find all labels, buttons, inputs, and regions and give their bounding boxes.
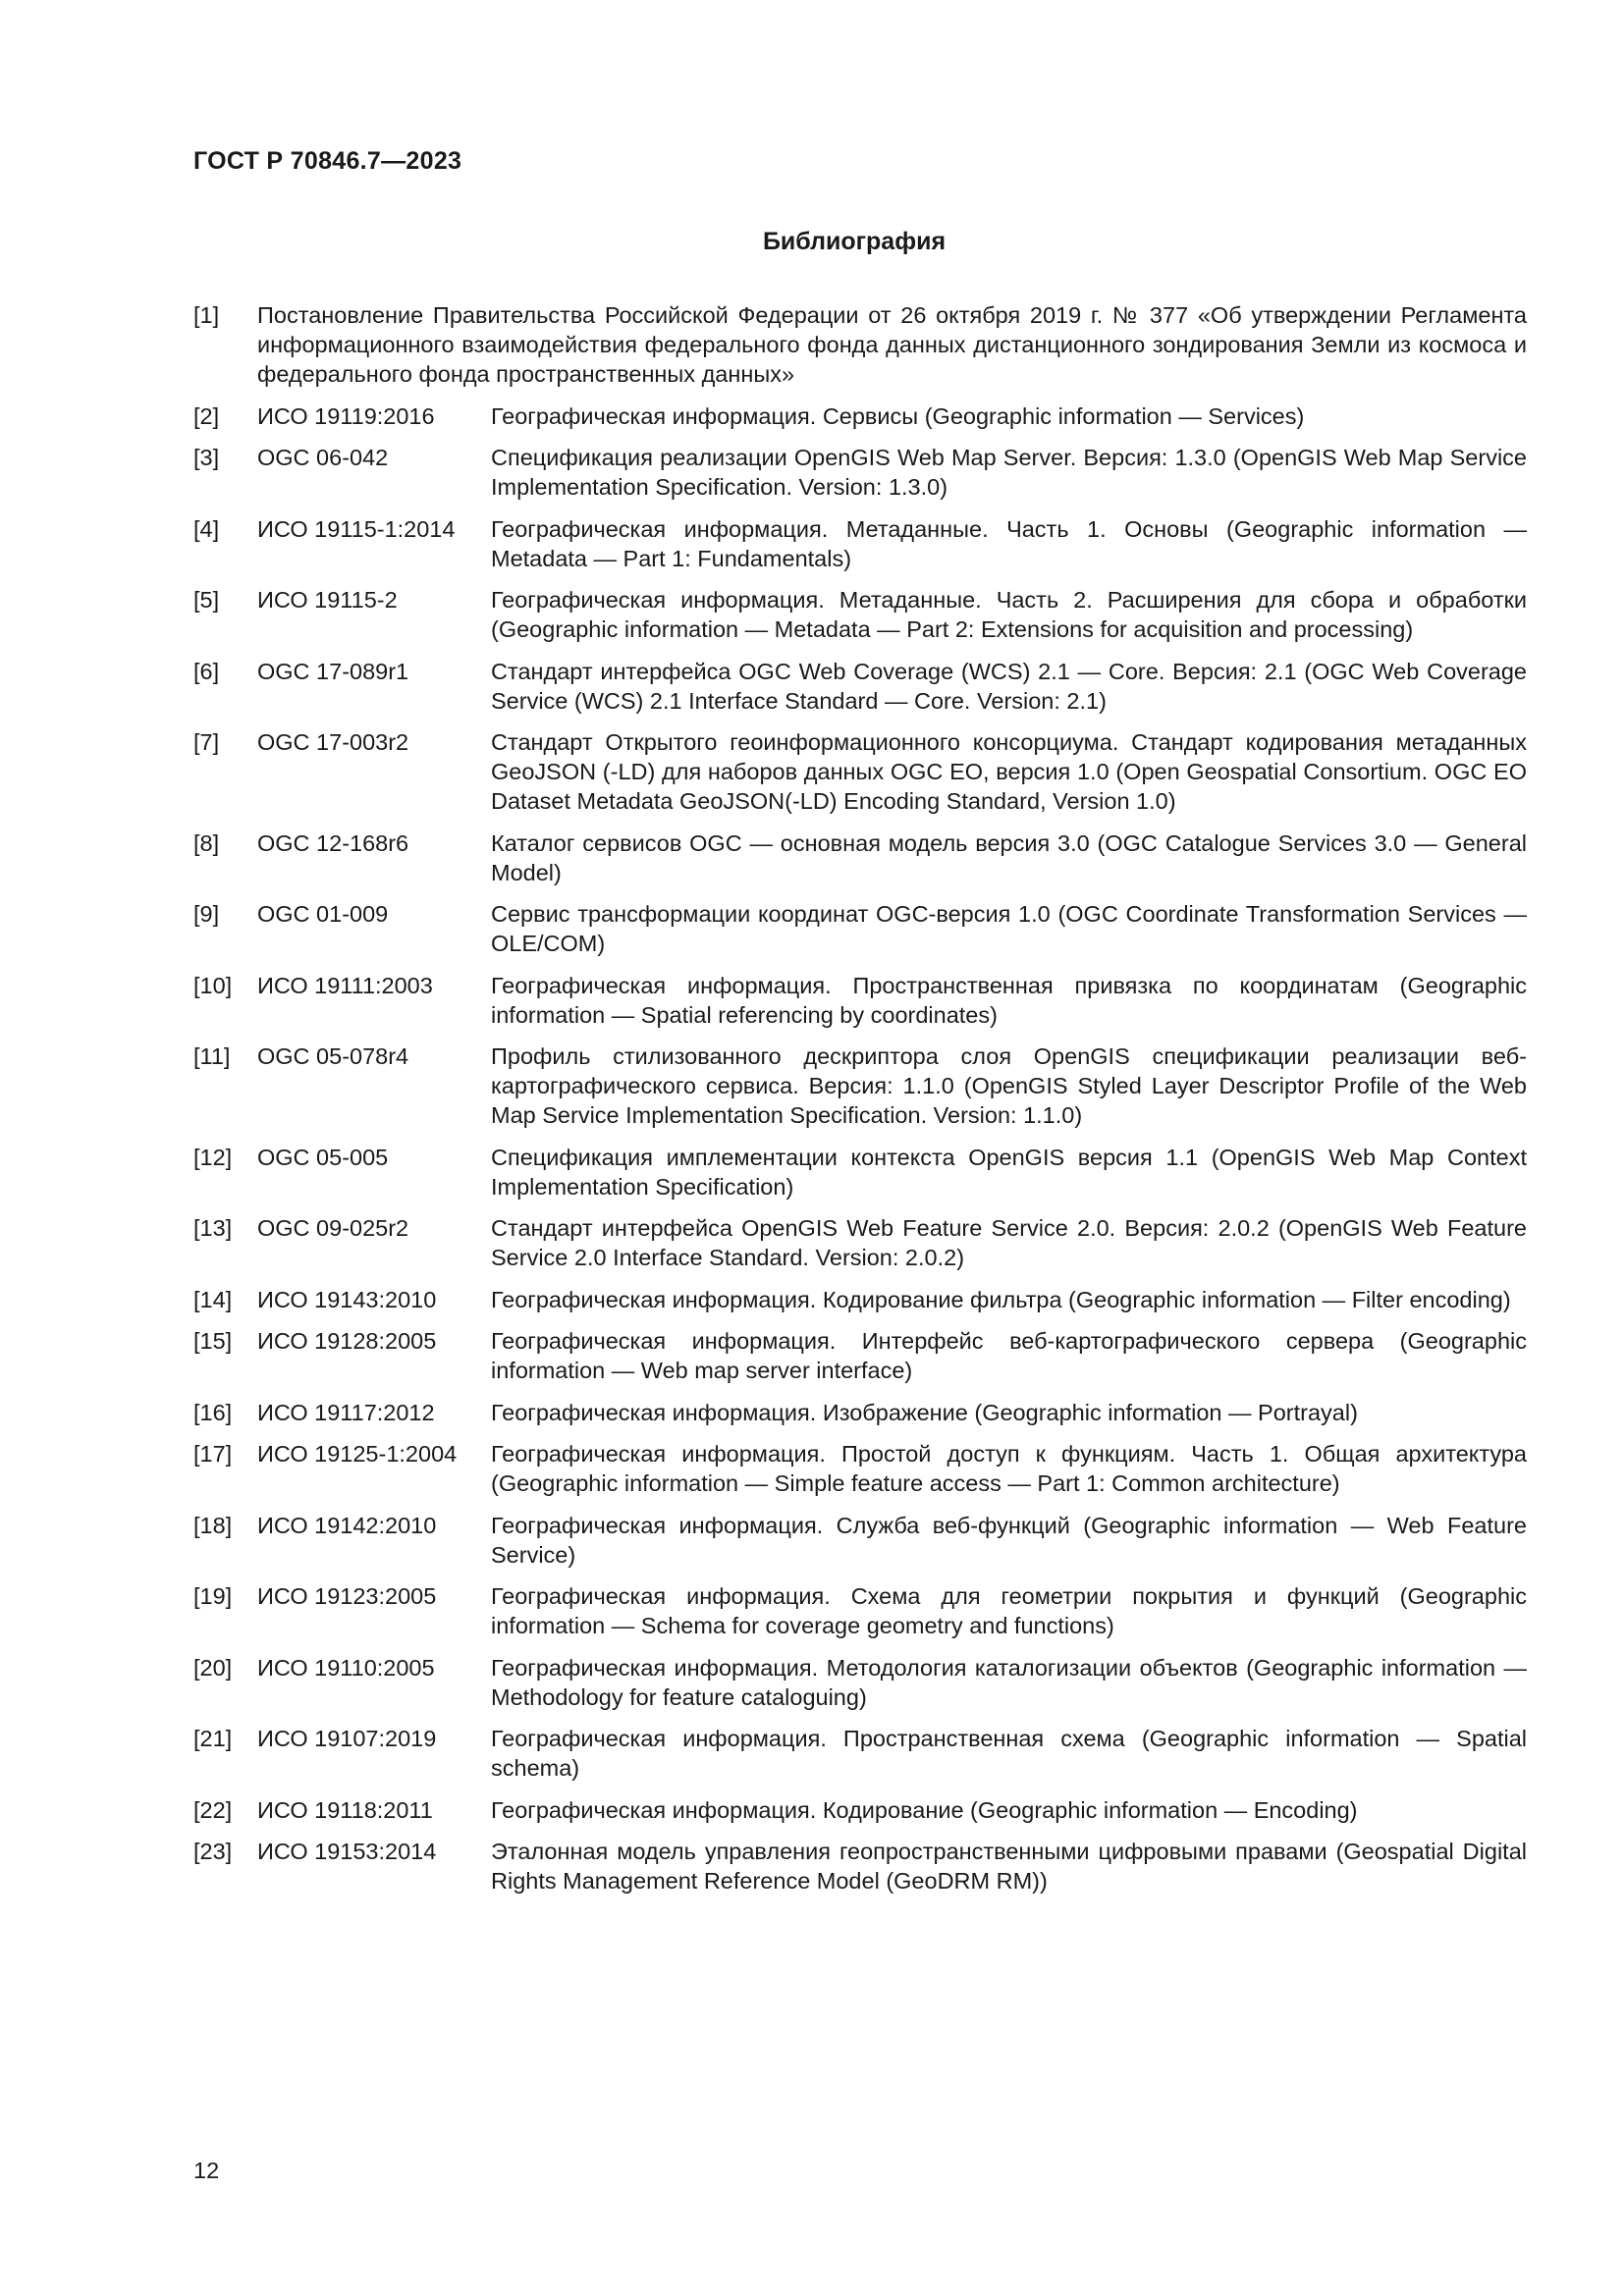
entry-reference: OGC 05-078r4 xyxy=(257,1043,409,1069)
entry-number: [7] xyxy=(193,729,220,755)
entry-reference: ИСО 19123:2005 xyxy=(257,1583,437,1609)
entry-reference: ИСО 19119:2016 xyxy=(257,402,435,429)
entry-text: Географическая информация. Простой доступ к функциям. Часть 1. Общая архитектура (Geographic information — Simple feature access — Part 1: Common architecture) xyxy=(491,1441,1527,1496)
bibliography-entry xyxy=(193,1581,1527,1640)
entry-number: [21] xyxy=(193,1726,233,1751)
entry-reference: OGC 05-005 xyxy=(257,1144,389,1170)
entry-text: Географическая информация. Методология каталогизации объектов (Geographic information — Methodology for feature cataloguing) xyxy=(491,1654,1527,1710)
bibliography-entry xyxy=(193,1213,1527,1272)
entry-text: Географическая информация. Сервисы (Geographic information — Services) xyxy=(491,402,1305,429)
entry-reference: ИСО 19115-1:2014 xyxy=(257,515,456,542)
bibliography-entry xyxy=(193,971,1527,1030)
entry-text: Географическая информация. Пространственная привязка по координатам (Geographic information — Spatial referencing by coordinates) xyxy=(491,972,1527,1028)
bibliography-entry xyxy=(193,1439,1527,1498)
entry-text: Географическая информация. Интерфейс веб-картографического сервера (Geographic information — Web map server interface) xyxy=(491,1328,1527,1383)
entry-text: Профиль стилизованного дескриптора слоя OpenGIS спецификации реализации веб-картографического сервиса. Версия: 1.1.0 (OpenGIS Styled Layer Descriptor Profile of the Web Map Service Implementation Specification. Version: 1.1.0) xyxy=(491,1043,1527,1128)
entry-number: [23] xyxy=(193,1839,233,1864)
entry-number: [17] xyxy=(193,1441,233,1467)
entry-number: [13] xyxy=(193,1215,233,1241)
bibliography-entry xyxy=(193,1795,1527,1825)
entry-reference: OGC 12-168r6 xyxy=(257,829,409,856)
entry-text: Стандарт Открытого геоинформационного консорциума. Стандарт кодирования метаданных GeoJSON (-LD) для наборов данных OGC EO, версия 1.0 (Open Geospatial Consortium. OGC EO Dataset Metadata GeoJSON(-LD) Encoding Standard, Version 1.0) xyxy=(491,729,1527,814)
entry-reference: ИСО 19143:2010 xyxy=(257,1286,437,1312)
entry-text: Географическая информация. Изображение (Geographic information — Portrayal) xyxy=(491,1399,1358,1425)
entry-text: Географическая информация. Метаданные. Часть 2. Расширения для сбора и обработки (Geographic information — Metadata — Part 2: Extensions for acquisition and processing) xyxy=(491,587,1527,642)
bibliography-entry xyxy=(193,300,1527,389)
entry-number: [10] xyxy=(193,972,233,998)
entry-number: [12] xyxy=(193,1144,233,1170)
bibliography-entry xyxy=(193,1326,1527,1385)
bibliography-entry xyxy=(193,585,1527,644)
entry-text: Географическая информация. Пространственная схема (Geographic information — Spatial schema) xyxy=(491,1726,1527,1781)
entry-text: Географическая информация. Служба веб-функций (Geographic information — Web Feature Service) xyxy=(491,1512,1527,1568)
entry-text: Эталонная модель управления геопространственными цифровыми правами (Geospatial Digital Rights Management Reference Model (GeoDRM RM)) xyxy=(491,1839,1527,1894)
entry-text: Спецификация имплементации контекста OpenGIS версия 1.1 (OpenGIS Web Map Context Implementation Specification) xyxy=(491,1144,1527,1200)
entry-number: [3] xyxy=(193,445,220,470)
bibliography-entry xyxy=(193,1398,1527,1427)
bibliography-entry xyxy=(193,1285,1527,1314)
entry-reference: ИСО 19118:2011 xyxy=(257,1796,433,1823)
entry-text: Географическая информация. Схема для геометрии покрытия и функций (Geographic information — Schema for coverage geometry and functions) xyxy=(491,1583,1527,1638)
entry-reference: ИСО 19153:2014 xyxy=(257,1839,437,1864)
page-number: 12 xyxy=(193,2158,220,2183)
entry-reference: ИСО 19125-1:2004 xyxy=(257,1441,458,1467)
entry-text: Сервис трансформации координат OGC-версия 1.0 (OGC Coordinate Transformation Services — OLE/COM) xyxy=(491,901,1527,956)
bibliography-entry xyxy=(193,443,1527,502)
entry-text: Стандарт интерфейса OpenGIS Web Feature Service 2.0. Версия: 2.0.2 (OpenGIS Web Feature Service 2.0 Interface Standard. Version: 2.0.2) xyxy=(491,1215,1527,1270)
entry-number: [22] xyxy=(193,1796,233,1823)
bibliography-list xyxy=(193,300,1527,1908)
entry-number: [15] xyxy=(193,1328,233,1354)
entry-number: [19] xyxy=(193,1583,233,1609)
entry-number: [9] xyxy=(193,901,220,927)
entry-number: [4] xyxy=(193,515,220,542)
entry-reference: ИСО 19111:2003 xyxy=(257,972,433,998)
entry-number: [8] xyxy=(193,829,220,856)
entry-reference: ИСО 19110:2005 xyxy=(257,1654,435,1681)
entry-text: Спецификация реализации OpenGIS Web Map Server. Версия: 1.3.0 (OpenGIS Web Map Service Implementation Specification. Version: 1.3.0) xyxy=(491,445,1527,500)
bibliography-entry xyxy=(193,1511,1527,1570)
entry-reference: ИСО 19115-2 xyxy=(257,587,398,613)
entry-reference: OGC 06-042 xyxy=(257,445,389,470)
bibliography-entry xyxy=(193,1653,1527,1712)
entry-text: Стандарт интерфейса OGC Web Coverage (WCS) 2.1 — Core. Версия: 2.1 (OGC Web Coverage Service (WCS) 2.1 Interface Standard — Core. Version: 2.1) xyxy=(491,658,1527,714)
section-title: Библиография xyxy=(762,228,947,255)
bibliography-entry xyxy=(193,727,1527,816)
bibliography-entry xyxy=(193,1837,1527,1896)
entry-number: [6] xyxy=(193,658,220,684)
entry-reference: ИСО 19107:2019 xyxy=(257,1726,437,1751)
entry-number: [16] xyxy=(193,1399,233,1425)
entry-number: [2] xyxy=(193,402,220,429)
entry-number: [5] xyxy=(193,587,220,613)
entry-reference: OGC 17-003r2 xyxy=(257,729,409,755)
entry-number: [1] xyxy=(193,302,220,328)
bibliography-entry xyxy=(193,401,1527,431)
bibliography-entry xyxy=(193,1041,1527,1130)
entry-number: [11] xyxy=(193,1043,231,1069)
entry-reference: ИСО 19117:2012 xyxy=(257,1399,435,1425)
bibliography-entry xyxy=(193,1724,1527,1783)
entry-reference: OGC 17-089r1 xyxy=(257,658,409,684)
entry-text: Географическая информация. Метаданные. Часть 1. Основы (Geographic information — Metadata — Part 1: Fundamentals) xyxy=(491,515,1527,571)
entry-text: Географическая информация. Кодирование фильтра (Geographic information — Filter encoding) xyxy=(491,1286,1511,1312)
entry-reference: ИСО 19142:2010 xyxy=(257,1512,437,1538)
bibliography-entry xyxy=(193,828,1527,887)
entry-text: Каталог сервисов OGC — основная модель версия 3.0 (OGC Catalogue Services 3.0 — General Model) xyxy=(491,829,1527,885)
bibliography-entry xyxy=(193,514,1527,573)
bibliography-entry xyxy=(193,657,1527,716)
entry-number: [20] xyxy=(193,1654,233,1681)
entry-number: [18] xyxy=(193,1512,233,1538)
entry-text: Постановление Правительства Российской Федерации от 26 октября 2019 г. № 377 «Об утверждении Регламента информационного взаимодействия федерального фонда данных дистанционного зондирования Земли из космоса и федерального фонда пространственных данных» xyxy=(257,302,1527,387)
entry-reference: ИСО 19128:2005 xyxy=(257,1328,437,1354)
entry-reference: OGC 09-025r2 xyxy=(257,1215,409,1241)
bibliography-entry xyxy=(193,1143,1527,1201)
entry-text: Географическая информация. Кодирование (Geographic information — Encoding) xyxy=(491,1796,1358,1823)
entry-reference: OGC 01-009 xyxy=(257,901,389,927)
document-code: ГОСТ Р 70846.7—2023 xyxy=(193,147,462,175)
bibliography-entry xyxy=(193,899,1527,958)
entry-number: [14] xyxy=(193,1286,233,1312)
